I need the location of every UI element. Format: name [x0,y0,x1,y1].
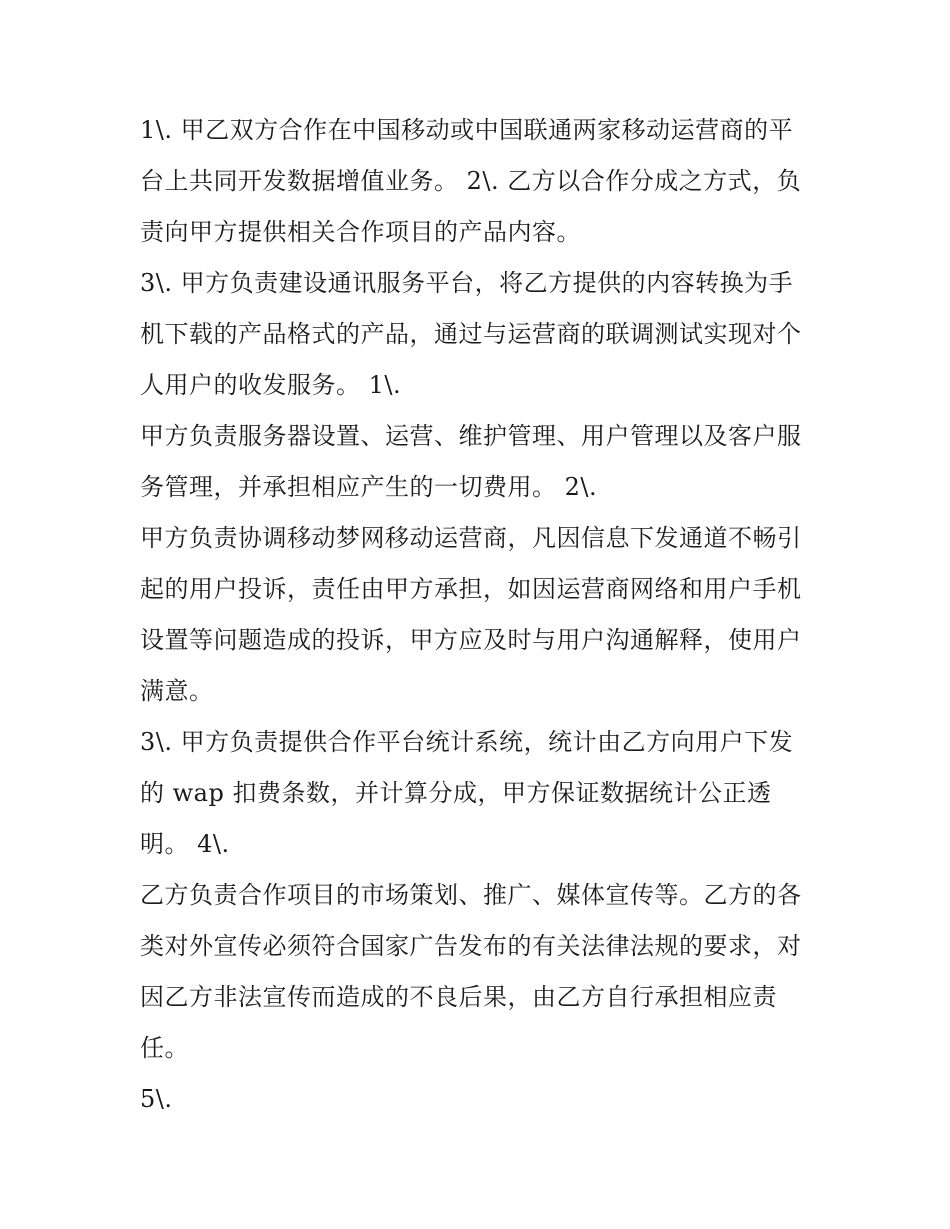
text-line: 任。 [140,1034,189,1062]
text-line: 明。 4\. [140,830,230,858]
text-line: 因乙方非法宣传而造成的不良后果，由乙方自行承担相应责 [140,983,777,1011]
text-line: 起的用户投诉，责任由甲方承担，如因运营商网络和用户手机 [140,575,802,603]
text-line: 1\. 甲乙双方合作在中国移动或中国联通两家移动运营商的平 [140,116,794,144]
text-line: 3\. 甲方负责建设通讯服务平台，将乙方提供的内容转换为手 [140,269,794,297]
text-line: 3\. 甲方负责提供合作平台统计系统，统计由乙方向用户下发 [140,728,794,756]
text-line: 人用户的收发服务。 1\. [140,371,402,399]
text-line: 台上共同开发数据增值业务。 2\. 乙方以合作分成之方式，负 [140,167,802,195]
document-body [140,105,830,1125]
text-line: 机下载的产品格式的产品，通过与运营商的联调测试实现对个 [140,320,802,348]
text-line: 甲方负责服务器设置、运营、维护管理、用户管理以及客户服 [140,422,802,450]
text-line: 务管理，并承担相应产生的一切费用。 2\. [140,473,598,501]
text-line: 类对外宣传必须符合国家广告发布的有关法律法规的要求，对 [140,932,802,960]
text-line: 满意。 [140,677,214,705]
text-line: 甲方负责协调移动梦网移动运营商，凡因信息下发通道不畅引 [140,524,802,552]
text-line: 设置等问题造成的投诉，甲方应及时与用户沟通解释，使用户 [140,626,802,654]
text-line: 的 wap 扣费条数，并计算分成，甲方保证数据统计公正透 [140,779,772,807]
text-line: 5\. [140,1085,173,1113]
text-line: 乙方负责合作项目的市场策划、推广、媒体宣传等。乙方的各 [140,881,802,909]
text-line: 责向甲方提供相关合作项目的产品内容。 [140,218,581,246]
